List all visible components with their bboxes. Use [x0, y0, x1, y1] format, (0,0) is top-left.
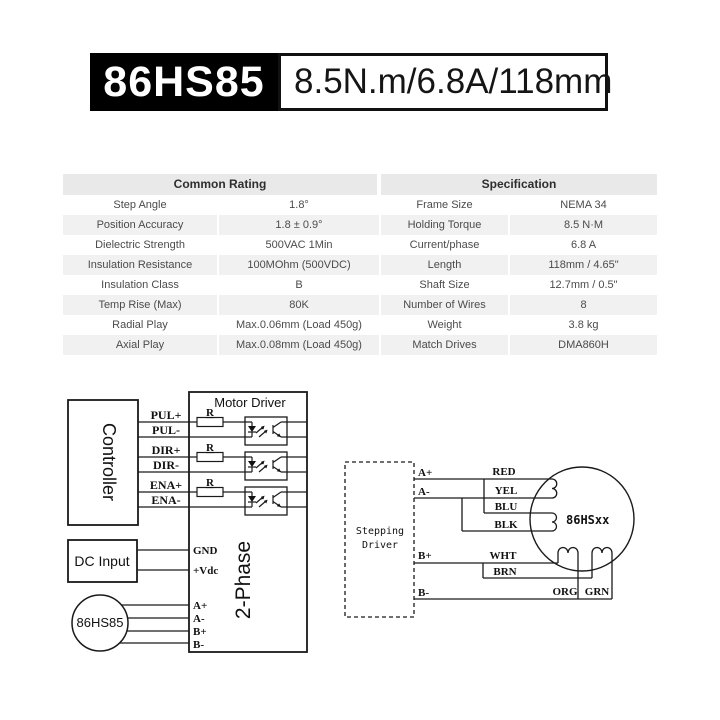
spec-label: Step Angle [63, 195, 219, 215]
spec-value: 8.5 N·M [563, 219, 604, 231]
terminal-label: B+ [418, 550, 432, 562]
spec-value: 3.8 kg [568, 319, 599, 331]
coil-a1 [549, 479, 557, 498]
wire-label-org: ORG [552, 586, 578, 598]
wire-label-blk: BLK [494, 519, 518, 531]
spec-value: B [295, 279, 303, 291]
spec-label: Holding Torque [381, 215, 510, 235]
terminal-label: A+ [418, 467, 433, 479]
spec-label: Weight [381, 315, 510, 335]
spec-label: Current/phase [381, 235, 510, 255]
stepping-driver-label: Driver [361, 540, 399, 551]
spec-summary: 8.5N.m/6.8A/118mm [278, 53, 608, 111]
signal-label: DIR- [153, 458, 179, 472]
signal-label: PUL+ [150, 408, 182, 422]
spec-label: Temp Rise (Max) [63, 295, 219, 315]
spec-label: Dielectric Strength [63, 235, 219, 255]
wire-label-blu: BLU [494, 501, 518, 513]
terminal-label: A- [418, 486, 430, 498]
coil-a2 [552, 513, 557, 531]
terminal-label: B+ [193, 626, 207, 638]
stepping-driver-label: Stepping [355, 526, 405, 537]
wire-label-brn: BRN [493, 566, 517, 578]
motor-label: 86HS85 [76, 615, 124, 630]
spec-value: Max.0.06mm (Load 450g) [236, 319, 362, 331]
wire-label-wht: WHT [489, 550, 517, 562]
motor-driver-label: Motor Driver [214, 395, 286, 410]
spec-label: Shaft Size [381, 275, 510, 295]
power-label: +Vdc [193, 565, 219, 577]
spec-label: Insulation Class [63, 275, 219, 295]
table-title: Common Rating [63, 174, 379, 195]
terminal-label: A- [193, 613, 205, 625]
spec-label: Number of Wires [381, 295, 510, 315]
signal-label: ENA- [151, 493, 181, 507]
spec-value: 80K [289, 299, 309, 311]
terminal-label: A+ [193, 600, 208, 612]
spec-value: 118mm / 4.65" [548, 259, 619, 271]
table-title: Specification [381, 174, 657, 195]
wire-label-yel: YEL [494, 485, 518, 497]
signal-label: DIR+ [151, 443, 181, 457]
spec-label: Insulation Resistance [63, 255, 219, 275]
spec-value: 1.8 ± 0.9° [275, 219, 323, 231]
model-badge: 86HS85 [90, 53, 278, 111]
spec-value: NEMA 34 [560, 199, 607, 211]
spec-label: Length [381, 255, 510, 275]
motor-label: 86HSxx [566, 513, 610, 527]
spec-value: 12.7mm / 0.5" [549, 279, 618, 291]
signal-label: ENA+ [149, 478, 183, 492]
power-label: GND [193, 545, 218, 557]
spec-label: Frame Size [381, 195, 510, 215]
phase-label: 2-Phase [232, 540, 255, 620]
spec-value: 500VAC 1Min [265, 239, 333, 251]
spec-value: DMA860H [558, 339, 609, 351]
spec-value: 100MOhm (500VDC) [247, 259, 351, 271]
wire-label-red: RED [492, 466, 516, 478]
spec-label: Axial Play [63, 335, 219, 355]
terminal-label: B- [418, 587, 429, 599]
spec-label: Match Drives [381, 335, 510, 355]
dc-input-label: DC Input [74, 553, 130, 569]
spec-value: Max.0.08mm (Load 450g) [236, 339, 362, 351]
signal-label: PUL- [152, 423, 180, 437]
terminal-label: B- [193, 639, 204, 651]
spec-value: 1.8° [289, 199, 309, 211]
spec-value: 8 [580, 299, 587, 311]
spec-label: Position Accuracy [63, 215, 219, 235]
spec-label: Radial Play [63, 315, 219, 335]
wire-label-grn: GRN [584, 586, 610, 598]
spec-value: 6.8 A [570, 239, 597, 251]
controller-label: Controller [99, 422, 119, 502]
